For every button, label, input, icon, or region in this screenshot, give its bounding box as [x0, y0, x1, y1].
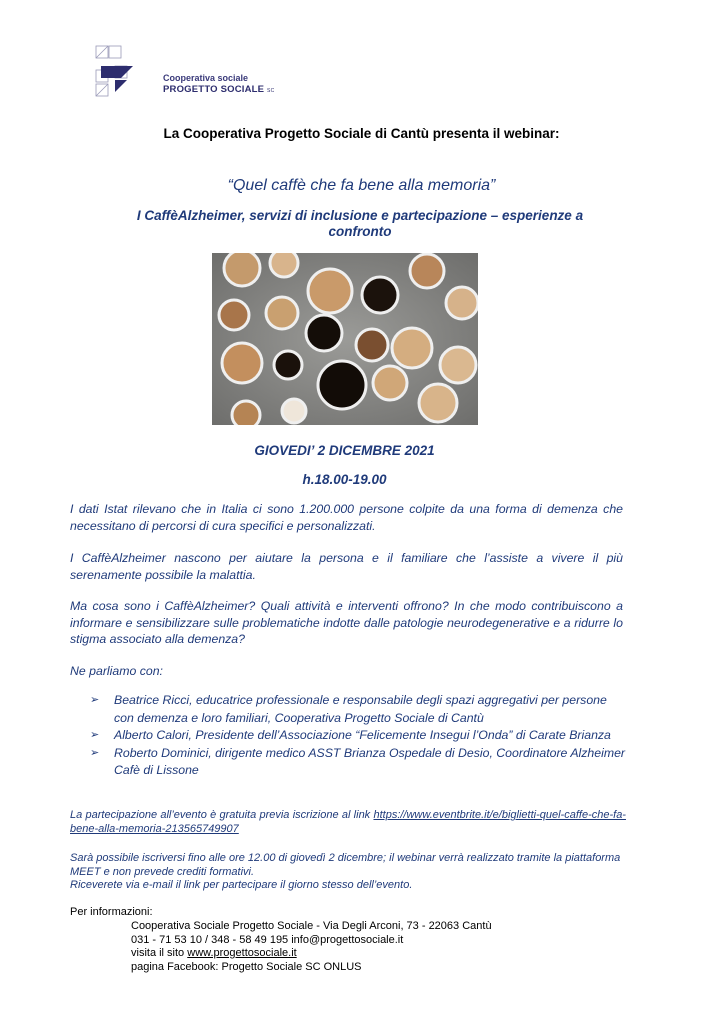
website-link[interactable]: www.progettosociale.it	[187, 947, 297, 959]
speaker-text: Roberto Dominici, dirigente medico ASST Brianza Ospedale di Desio, Coordinatore Alzheimer Cafè di Lissone	[114, 745, 626, 777]
speaker-text: Alberto Calori, Presidente dell’Associazione “Felicemente Insegui l’Onda” di Carate Brianza	[114, 728, 611, 742]
logo-suffix: SC	[267, 88, 275, 94]
bullet-arrow-icon: ➢	[90, 729, 100, 741]
participation-text: La partecipazione all’evento è gratuita previa iscrizione al link	[70, 809, 371, 821]
list-item	[88, 727, 628, 745]
coffee-cups-image	[212, 253, 478, 425]
paragraph-istat: I dati Istat rilevano che in Italia ci sono 1.200.000 persone colpite da una forma di demenza che necessitano di percorsi di cura specifici e personalizzati.	[70, 502, 623, 533]
contacts-phones: 031 - 71 53 10 / 348 - 58 49 195 info@progettosociale.it	[131, 933, 404, 946]
participation-note	[70, 809, 626, 836]
registration-link[interactable]: https://www.eventbrite.it/e/biglietti-quel-caffe-che-fa-bene-alla-memoria-213565749907	[70, 809, 626, 835]
site-prefix: visita il sito	[131, 947, 185, 959]
speaker-text: Beatrice Ricci, educatrice professionale e responsabile degli spazi aggregativi per persone con demenza e loro familiari, Cooperativa Progetto Sociale di Cantù	[114, 693, 607, 725]
contacts-block	[131, 920, 492, 974]
contacts-facebook: pagina Facebook: Progetto Sociale SC ONLUS	[131, 960, 362, 973]
paragraph-purpose: I CaffèAlzheimer nascono per aiutare la persona e il familiare che l’assiste a vivere il più serenamente possibile la malattia.	[70, 551, 623, 582]
paragraph-speakers-intro: Ne parliamo con:	[70, 664, 163, 678]
bullet-arrow-icon: ➢	[90, 694, 100, 706]
contacts-address: Cooperativa Sociale Progetto Sociale - Via Degli Arconi, 73 - 22063 Cantù	[131, 920, 492, 932]
list-item	[88, 745, 628, 780]
event-date: GIOVEDI’ 2 DICEMBRE 2021	[254, 443, 435, 458]
contacts-label: Per informazioni:	[70, 906, 153, 918]
logo-line1: Cooperativa sociale	[163, 73, 249, 83]
webinar-subtitle: I CaffèAlzheimer, servizi di inclusione e partecipazione – esperienze a confronto	[136, 208, 584, 239]
event-time: h.18.00-19.00	[302, 472, 387, 487]
email-link-note: Riceverete via e-mail il link per partecipare il giorno stesso dell’evento.	[70, 879, 413, 891]
logo-line2: PROGETTO SOCIALE	[163, 84, 265, 95]
speakers-list	[88, 692, 628, 780]
intro-heading: La Cooperativa Progetto Sociale di Cantù presenta il webinar:	[163, 126, 560, 141]
bullet-arrow-icon: ➢	[90, 746, 100, 759]
paragraph-questions: Ma cosa sono i CaffèAlzheimer? Quali attività e interventi offrono? In che modo contribuiscono a informare e sensibilizzare sulle problematiche indotte dalle patologie neurodegenerative e a ridurre lo stigma associato alla demenza?	[70, 599, 623, 646]
logo-text	[163, 73, 274, 97]
registration-deadline: Sarà possibile iscriversi fino alle ore 12.00 di giovedì 2 dicembre; il webinar verrà realizzato tramite la piattaforma MEET e non prevede crediti formativi.	[70, 852, 621, 878]
logo-mark-icon	[93, 44, 157, 100]
list-item	[88, 692, 628, 727]
registration-notes	[70, 852, 626, 893]
contacts-site-line	[131, 947, 492, 961]
webinar-title: “Quel caffè che fa bene alla memoria”	[227, 177, 496, 194]
